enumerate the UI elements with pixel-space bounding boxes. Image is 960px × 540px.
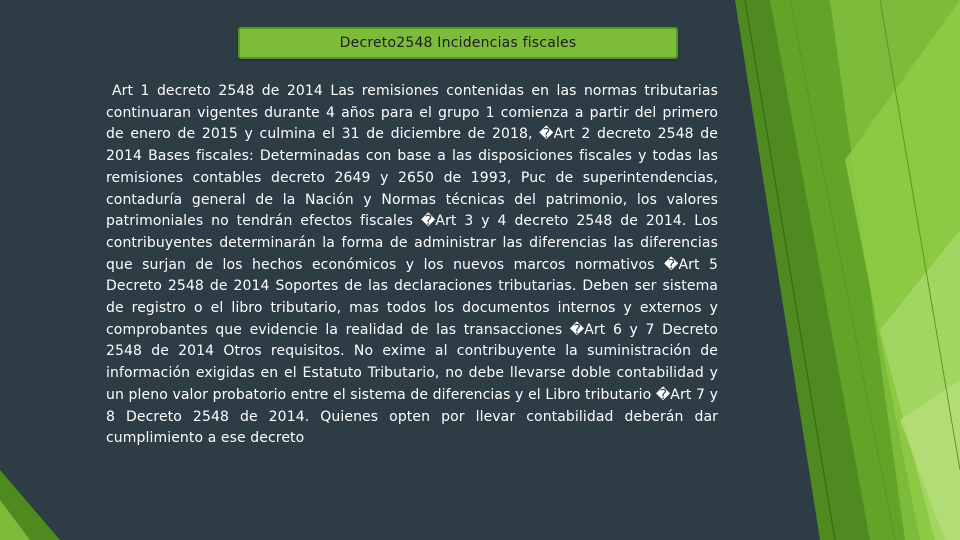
title-banner — [238, 27, 678, 59]
slide-title: Decreto2548 Incidencias fiscales — [339, 35, 577, 51]
slide-body-text: Art 1 decreto 2548 de 2014 Las remisiones contenidas en las normas tributarias continuaran vigentes durante 4 años para el grupo 1 comienza a partir del primero de enero de 2015 y culmina el 31 de diciembre de 2018, �Art 2 decreto 2548 de 2014 Bases fiscales: Determinadas con base a las disposiciones fiscales y todas las remisiones contables decreto 2649 y 2650 de 1993, Puc de superintendencias, contaduría general de la Nación y Normas técnicas del patrimonio, los valores patrimoniales no tendrán efectos fiscales �Art 3 y 4 decreto 2548 de 2014. Los contribuyentes determinarán la forma de administrar las diferencias las diferencias que surjan de los hechos económicos y los nuevos marcos normativos �Art 5 Decreto 2548 de 2014 Soportes de las declaraciones tributarias. Deben ser sistema de registro o el libro tributario, mas todos los documentos internos y externos y comprobantes que evidencie la realidad de las transacciones �Art 6 y 7 Decreto 2548 de 2014 Otros requisitos. No exime al contribuyente la suministración de información exigidas en el Estatuto Tributario, no debe llevarse doble contabilidad y un pleno valor probatorio entre el sistema de diferencias y el Libro tributario �Art 7 y 8 Decreto 2548 de 2014. Quienes opten por llevar contabilidad deberán dar cumplimiento a ese decreto — [106, 83, 718, 447]
